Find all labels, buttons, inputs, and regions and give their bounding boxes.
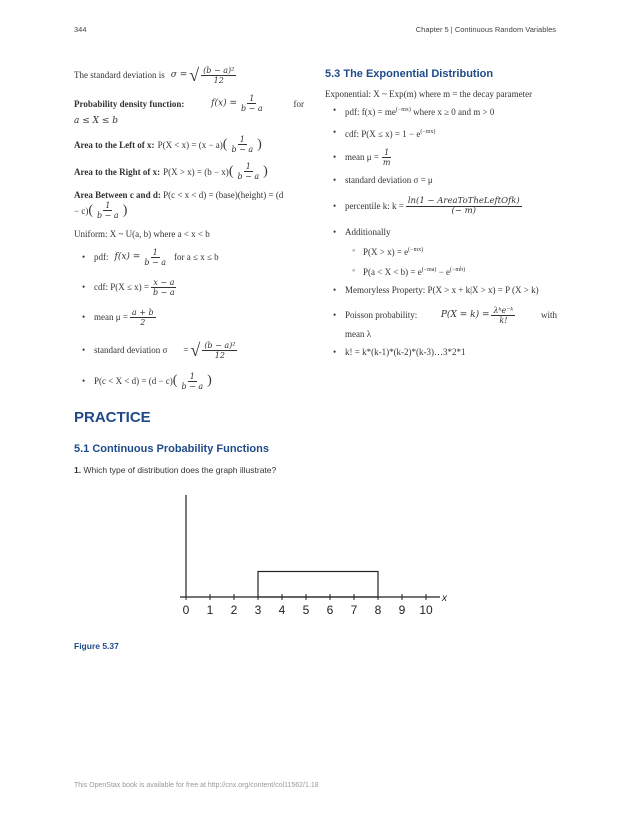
right-column [325, 68, 557, 360]
area-between-line2: − c) ( $\frac{1}{b - a}$ ) [74, 201, 128, 220]
exp-sub-bullets [363, 244, 557, 278]
pdf-line: Probability density function: f(x) = $\frac{1}{b - a}$ for [74, 94, 304, 113]
area-between-line [74, 189, 304, 201]
exp-line: Exponential: X ~ Exp(m) where m = the decay parameter [325, 89, 533, 99]
bullet-prob: • P(c < X < d) = (d − c) ( $\frac{1}{b - a}$ ) [94, 370, 304, 392]
pdf-for: for [293, 98, 304, 109]
std-dev-label: The standard deviation is [74, 70, 165, 80]
uniform-line: Uniform: X ~ U(a, b) where a < x < b [74, 229, 210, 239]
x-tick-label: 2 [230, 603, 238, 617]
chapter-header: Chapter 5 | Continuous Random Variables [415, 25, 556, 34]
x-tick-label: 0 [182, 603, 190, 617]
sub-bullet-2: ◦ $P(a < X < b) = e^{(-ma)} - e^{(-mb)}$ [363, 264, 557, 278]
x-tick-label: 4 [278, 603, 286, 617]
exp-bullet-memoryless: • Memoryless Property: P(X > x + k|X > x) = P (X > k) [345, 284, 557, 298]
question-1 [74, 465, 276, 475]
x-tick-label: 10 [419, 603, 433, 617]
x-tick-label: 5 [302, 603, 310, 617]
bullet-sd: • standard deviation σ = √ $\frac{\text{(b − a)²}}{12}$ [94, 336, 304, 364]
area-left-label: Area to the Left of x: [74, 139, 155, 150]
practice-subsection: 5.1 Continuous Probability Functions [74, 443, 269, 455]
question-text: Which type of distribution does the graph illustrate? [83, 465, 277, 475]
exp-bullet-cdf: • cdf: $P(X \le x) = 1 - e^{(-mx)}$ [345, 126, 557, 140]
area-right-formula: P(X > x) = (b − x) [163, 166, 229, 177]
exp-bullet-additionally: • Additionally [345, 226, 557, 240]
exp-bullets [345, 104, 557, 360]
uniform-bullets [94, 246, 304, 392]
exp-bullet-factorial: • k! = k*(k-1)*(k-2)*(k-3)…3*2*1 [345, 346, 557, 360]
x-axis-label: x [442, 593, 447, 604]
x-tick-label: 7 [350, 603, 358, 617]
poisson-mean: mean λ [345, 329, 372, 339]
uniform-distribution-chart [170, 488, 460, 623]
area-left-formula: P(X < x) = (x − a) [157, 139, 223, 150]
figure-caption: Figure 5.37 [74, 641, 119, 651]
exp-bullet-percentile: • percentile k: k = $\frac{\text{ln(1 − AreaToTheLeftOfk)}}{(- m)}$ [345, 194, 557, 218]
page-number: 344 [74, 25, 87, 34]
bullet-mean: • mean μ = $\frac{a + b}{2}$ [94, 306, 304, 328]
exp-bullet-poisson: • Poisson probability: P(X = k) = $\frac{\text{λᵏe⁻ᵏ}}{k!}$ with [345, 304, 557, 326]
footer-text: This OpenStax book is available for free at http://cnx.org/content/col11562/1.18 [74, 782, 319, 789]
area-between-label: Area Between c and d: [74, 190, 161, 200]
x-tick-label: 1 [206, 603, 214, 617]
x-tick-label: 6 [326, 603, 334, 617]
x-tick-label: 8 [374, 603, 382, 617]
distribution-rectangle [258, 572, 378, 598]
area-left-line: Area to the Left of x: P(X < x) = (x − a) ( $\frac{1}{b - a}$ ) [74, 135, 262, 154]
sqrt-symbol: √ [189, 65, 200, 85]
area-right-line: Area to the Right of x: P(X > x) = (b − x) ( $\frac{1}{b - a}$ ) [74, 162, 268, 181]
exp-bullet-sd: • standard deviation σ = μ [345, 174, 557, 188]
x-tick-label: 3 [254, 603, 262, 617]
bullet-pdf: • pdf: f(x) = $\frac{1}{b - a}$ for a ≤ x ≤ b [94, 246, 304, 268]
left-column [74, 62, 304, 392]
bullet-cdf: • cdf: P(X ≤ x) = $\frac{x - a}{b - a}$ [94, 276, 304, 298]
pdf-label: Probability density function: [74, 98, 185, 109]
sub-bullet-1: ◦ $P(X > x) = e^{(-mx)}$ [363, 244, 557, 258]
std-dev-fraction: $\frac{\text{(b − a)²}}{12}$ [203, 65, 235, 85]
exp-bullet-mean: • mean μ = $\frac{1}{m}$ [345, 146, 557, 168]
pdf-range: a ≤ X ≤ b [74, 116, 119, 126]
area-right-label: Area to the Right of x: [74, 166, 161, 177]
std-dev-line [74, 62, 304, 88]
question-number: 1. [74, 465, 82, 475]
x-tick-label: 9 [398, 603, 406, 617]
std-dev-sigma: σ = [170, 70, 188, 80]
practice-title: PRACTICE [74, 409, 151, 426]
exp-section-title: 5.3 The Exponential Distribution [325, 68, 494, 80]
exp-bullet-pdf: • pdf: $f(x) = me^{(-mx)}$ where x ≥ 0 and m > 0 [345, 104, 557, 118]
area-between-formula: P(c < x < d) = (base)(height) = (d [163, 190, 284, 200]
